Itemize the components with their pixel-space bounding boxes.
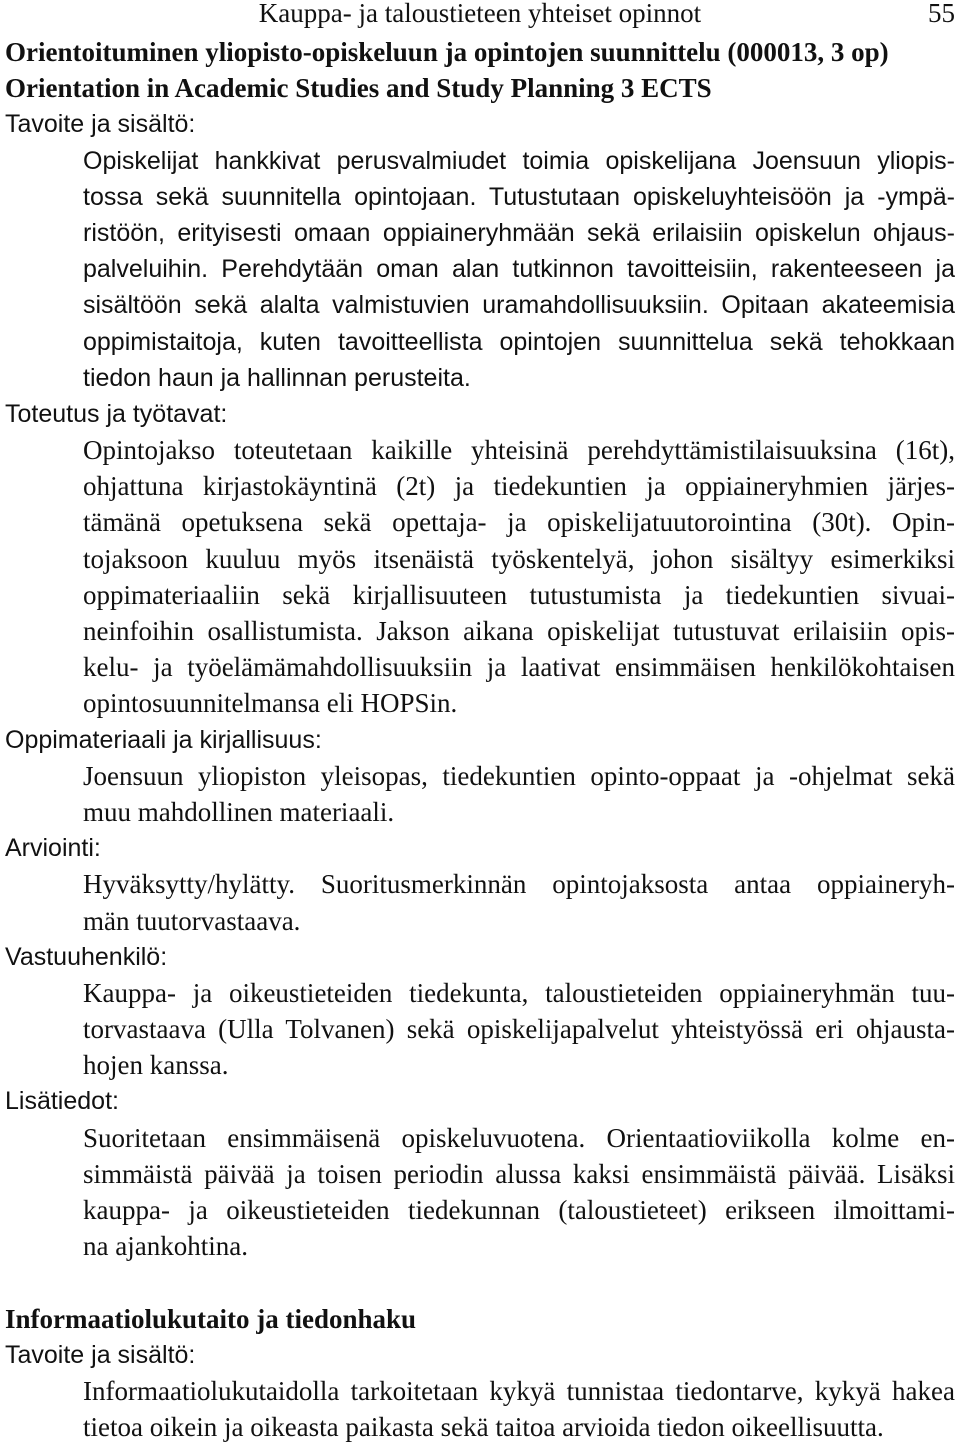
running-title: Kauppa- ja taloustieteen yhteiset opinnot	[258, 0, 702, 28]
section-label: Arviointi:	[5, 834, 101, 863]
section-materials	[5, 722, 955, 831]
text-line: Opintojakso toteutetaan kaikille yhteisinä perehdyttämistilaisuuksina (16t),	[83, 435, 955, 466]
text-line: tojaksoon kuuluu myös itsenäistä työskentelyä, johon sisältyy esimerkiksi	[83, 543, 955, 574]
section-text	[83, 758, 955, 830]
section-additional-info	[5, 1083, 955, 1264]
text-line: na ajankohtina.	[83, 1231, 248, 1262]
section-label: Toteutus ja työtavat:	[5, 399, 228, 428]
text-line: tiedon haun ja hallinnan perusteita.	[83, 363, 471, 392]
text-line: Kauppa- ja oikeustieteiden tiedekunta, taloustieteiden oppiaineryhmän tuu-	[83, 977, 955, 1008]
course-title: Orientoituminen yliopisto-opiskeluun ja opintojen suunnittelu (000013, 3 op)	[5, 37, 889, 67]
text-line: ristöön, erityisesti omaan oppiaineryhmään sekä erilaisiin opiskelun ohjaus-	[83, 218, 955, 247]
text-line: Informaatiolukutaidolla tarkoitetaan kykyä tunnistaa tiedontarve, kykyä hakea	[83, 1375, 955, 1406]
section-implementation	[5, 396, 955, 722]
text-line: tietoa oikein ja oikeasta paikasta sekä taitoa arvioida tiedon oikeellisuutta.	[83, 1412, 884, 1443]
section-label: Vastuuhenkilö:	[5, 942, 168, 971]
section-assessment	[5, 830, 955, 939]
page-number: 55	[928, 0, 955, 28]
page-content	[5, 34, 955, 1445]
running-head	[0, 0, 960, 26]
text-line: neinfoihin osallistumista. Jakson aikana opiskelijat tutustuvat erilaisiin opis-	[83, 616, 955, 646]
section-text	[83, 1373, 955, 1445]
section-label: Tavoite ja sisältö:	[5, 1340, 196, 1369]
text-line: Hyväksytty/hylätty. Suoritusmerkinnän opintojaksosta antaa oppiaineryh-	[83, 869, 955, 900]
section-spacer	[5, 1264, 955, 1300]
course-block-information-literacy	[5, 1301, 955, 1446]
text-line: opintosuunnitelmansa eli HOPSin.	[83, 688, 458, 719]
text-line: hojen kanssa.	[83, 1050, 229, 1081]
text-line: kauppa- ja oikeustieteiden tiedekunnan (taloustieteet) erikseen ilmoittami-	[83, 1195, 955, 1225]
text-line: kelu- ja työelämämahdollisuuksiin ja laativat ensimmäisen henkilökohtaisen	[83, 652, 955, 683]
section-text	[83, 432, 955, 722]
text-line: tossa sekä suunnitella opintojaan. Tutustutaan opiskeluyhteisöön ja -ympä-	[83, 182, 955, 211]
text-line: Opiskelijat hankkivat perusvalmiudet toimia opiskelijana Joensuun yliopis-	[83, 146, 955, 175]
course-title: Informaatiolukutaito ja tiedonhaku	[5, 1303, 417, 1334]
text-line: oppimateriaaliin sekä kirjallisuuteen tutustumista ja tiedekuntien sivuai-	[83, 579, 955, 610]
section-goals-content	[5, 106, 955, 396]
text-line: torvastaava (Ulla Tolvanen) sekä opiskelijapalvelut yhteistyössä eri ohjausta-	[83, 1014, 955, 1045]
text-line: sisältöön sekä alalta valmistuvien uramahdollisuuksiin. Opitaan akateemisia	[83, 291, 955, 320]
section-label: Oppimateriaali ja kirjallisuus:	[5, 725, 322, 754]
text-line: män tuutorvastaava.	[83, 905, 301, 936]
text-line: tämänä opetuksena sekä opettaja- ja opiskelijatuutorointina (30t). Opin-	[83, 507, 955, 538]
text-line: Suoritetaan ensimmäisenä opiskeluvuotena. Orientaatioviikolla kolme en-	[83, 1122, 955, 1153]
section-label: Lisätiedot:	[5, 1087, 119, 1116]
text-line: simmäistä päivää ja toisen periodin alussa kaksi ensimmäistä päivää. Lisäksi	[83, 1158, 955, 1189]
course-block-orientation	[5, 34, 955, 1264]
text-line: oppimistaitoja, kuten tavoitteellista opintojen suunnittelua sekä tehokkaan	[83, 327, 955, 356]
section-goals-content	[5, 1337, 955, 1446]
section-text	[83, 1120, 955, 1265]
course-title-english: Orientation in Academic Studies and Study Planning 3 ECTS	[5, 73, 712, 104]
section-responsible-person	[5, 939, 955, 1084]
text-line: palveluihin. Perehdytään oman alan tutkinnon tavoitteisiin, rakenteeseen ja	[83, 255, 955, 284]
text-line: muu mahdollinen materiaali.	[83, 796, 395, 827]
section-label: Tavoite ja sisältö:	[5, 110, 196, 139]
section-text	[83, 143, 955, 396]
text-line: ohjattuna kirjastokäyntinä (2t) ja tiedekuntien ja oppiaineryhmien järjes-	[83, 471, 955, 502]
section-text	[83, 975, 955, 1084]
text-line: Joensuun yliopiston yleisopas, tiedekuntien opinto-oppaat ja -ohjelmat sekä	[83, 760, 955, 791]
section-text	[83, 866, 955, 938]
